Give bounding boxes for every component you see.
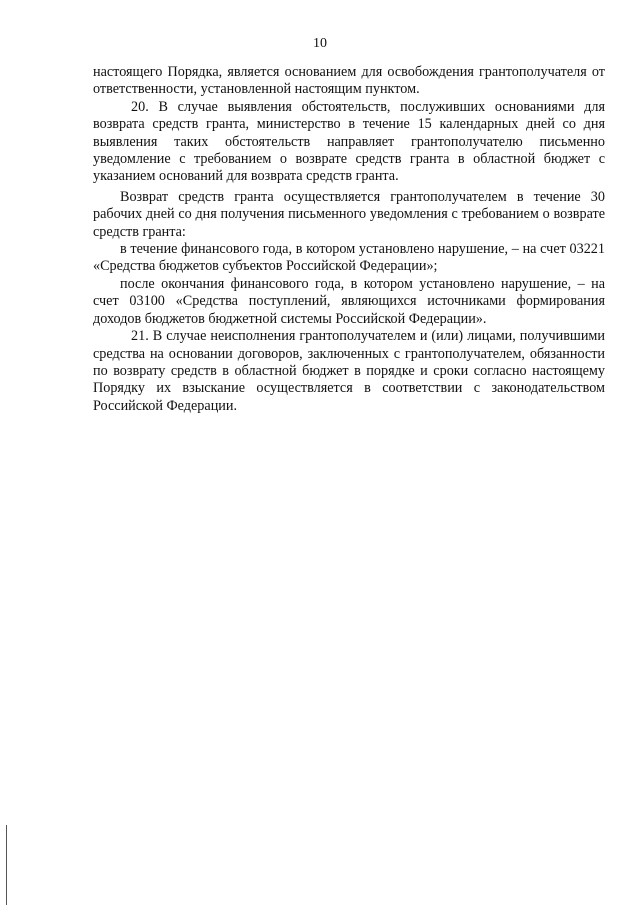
document-body [93,64,605,415]
paragraph-20-after-year: после окончания финансового года, в котором установлено нарушение, – на счет 03100 «Средства поступлений, являющихся источниками формирования доходов бюджетов бюджетной системы Российской Федерации». [93,275,605,327]
paragraph-21: 21. В случае неисполнения грантополучателем и (или) лицами, получившими средства на основании договоров, заключенных с грантополучателем, обязанности по возврату средств в областной бюджет в порядке и сроки согласно настоящему Порядку их взыскание осуществляется в соответствии с законодательством Российской Федерации. [93,328,605,414]
scan-edge-line [6,825,7,905]
paragraph-20-return: Возврат средств гранта осуществляется грантополучателем в течение 30 рабочих дней со дня получения письменного уведомления с требованием о возврате средств гранта: [93,188,605,240]
paragraph-continuation: настоящего Порядка, является основанием для освобождения грантополучателя от ответственности, установленной настоящим пунктом. [93,64,605,98]
paragraph-20: 20. В случае выявления обстоятельств, послуживших основаниями для возврата средств гранта, министерство в течение 15 календарных дней со дня выявления таких обстоятельств направляет грантополучателю письменно уведомление с требованием о возврате средств гранта в областной бюджет с указанием оснований для возврата средств гранта. [93,98,605,185]
page-number: 10 [313,36,327,51]
paragraph-20-current-year: в течение финансового года, в котором установлено нарушение, – на счет 03221 «Средства бюджетов субъектов Российской Федерации»; [93,241,605,275]
